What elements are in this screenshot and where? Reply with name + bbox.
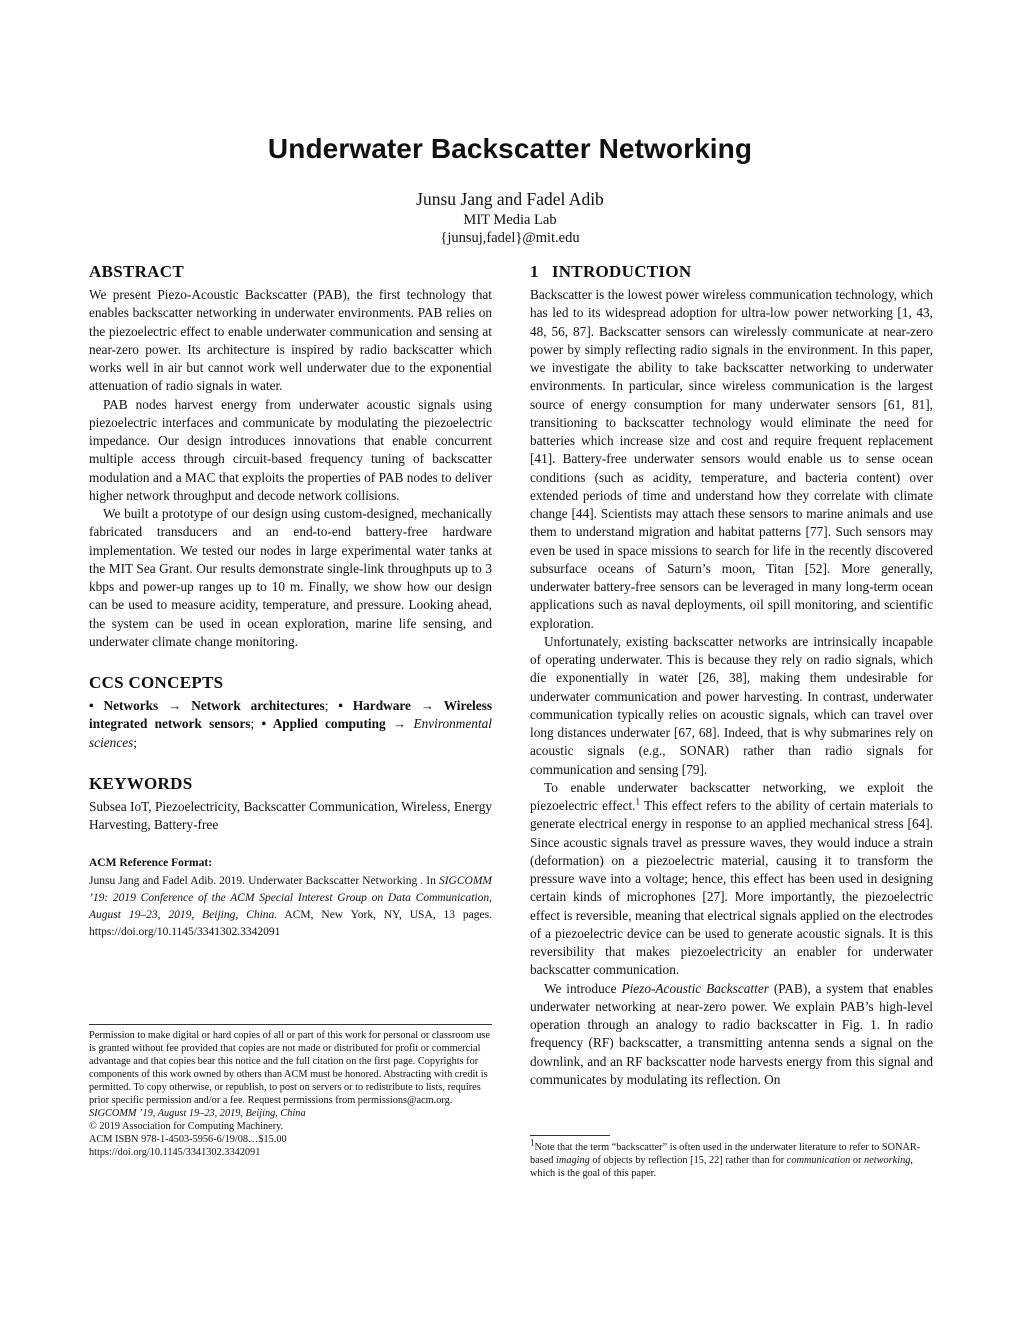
ccs-concept-applied: • Applied computing → [261,716,414,732]
acm-reference [89,856,492,941]
paper-title: Underwater Backscatter Networking [267,133,753,164]
paper-authors: Junsu Jang and Fadel Adib [416,189,604,209]
acm-reference-text: Junsu Jang and Fadel Adib. 2019. Underwater Backscatter Networking . In SIGCOMM ’19: 2019 Conference of the ACM Special Interest Group on Data Communication, August 19–23, 2019, Beijing, China. ACM, New York, NY, USA, 13 pages. https://doi.org/10.1145/3341302.3342091 [89,875,492,939]
section-number: 1 [530,262,539,281]
abstract-heading: ABSTRACT [89,262,184,281]
abstract-paragraph-1: We present Piezo-Acoustic Backscatter (PAB), the first technology that enables backscatter networking in underwater environments. PAB relies on the piezoelectric effect to enable underwater communication and sensing at near-zero power. Its architecture is inspired by radio backscatter which works well in air but cannot work well underwater due to the exponential attenuation of radio signals in water. [89,287,492,394]
intro-paragraph-1: Backscatter is the lowest power wireless communication technology, which has led to its widespread adoption for ultra-low power networking [1, 43, 48, 56, 87]. Backscatter sensors can wirelessly communicate at near-zero power by simply reflecting radio signals in the environment. In this paper, we investigate the ability to take backscatter networking to underwater environments. In particular, since wireless communication is the largest source of energy consumption for many underwater sensors [61, 81], transitioning to backscatter technology would eliminate the need for batteries which increase size and cost and require frequent replacement [41]. Battery-free underwater sensors would enable us to sense ocean conditions (such as acidity, temperature, and bacteria content) over extended periods of time and understand how they correlate with climate change [44]. Scientists may attach these sensors to marine animals and use them to understand migration and habitat patterns [77]. Such sensors may even be used in space missions to search for life in the recently discovered subsurface oceans of Saturn’s moon, Titan [52]. More generally, underwater battery-free sensors can be leveraged in many long-term ocean applications such as naval deployments, oil spill monitoring, and scientific exploration. [530,287,933,631]
permission-conference: SIGCOMM ’19, August 19–23, 2019, Beijing, China [89,1108,306,1119]
keywords-heading: KEYWORDS [89,773,193,793]
acm-reference-heading: ACM Reference Format: [89,857,213,870]
ccs-heading: CCS CONCEPTS [89,673,224,692]
ccs-concept-networks: • Networks → Network architectures [89,698,325,713]
right-column [530,262,933,1089]
intro-paragraph-2: Unfortunately, existing backscatter networks are intrinsically incapable of operating underwater. This is because they rely on radio signals, which die exponentially in water [26, 38], making them undesirable for underwater communication and power harvesting. In contrast, underwater communication typically relies on acoustic signals, which can travel over long distances underwater [67, 68]. Indeed, that is why submarines rely on acoustic signals (e.g., SONAR) rather than radio signals for communication and sensing [79]. [530,633,933,777]
paper-email: {junsuj,fadel}@mit.edu [440,230,580,246]
section-title: INTRODUCTION [551,262,692,281]
footnote-text: $^1$Note that the term “backscatter” is often used in the underwater literature to refer to SONAR-based imaging of objects by reflection [15, 22] rather than for communication or networking, which is the goal of this paper. [530,1137,921,1179]
footnote [530,1137,933,1180]
footnote-marker[interactable]: 1 [635,796,640,807]
intro-paragraph-4: We introduce Piezo-Acoustic Backscatter (PAB), a system that enables underwater networking at near-zero power. We explain PAB’s high-level operation through an analogy to radio backscatter in Fig. 1. In radio frequency (RF) backscatter, a transmitting antenna sends a signal on the downlink, and an RF backscatter node harvests energy from this signal and communicates by modulating its reflection. On [530,980,933,1087]
introduction-heading [530,262,933,282]
permission-notice [89,1024,492,1159]
ccs-concepts-text: • Networks → Network architectures; • Hardware → Wireless integrated network sensors; • Applied computing → Environmental sciences; [89,698,492,750]
abstract-paragraph-3: We built a prototype of our design using custom-designed, mechanically fabricated transducers and an end-to-end battery-free hardware implementation. We tested our nodes in large experimental water tanks at the MIT Sea Grant. Our results demonstrate single-link throughputs up to 3 kbps and power-up ranges up to 10 m. Finally, we show how our design can be used to measure acidity, temperature, and pressure. Looking ahead, the system can be used in ocean exploration, marine life sensing, and underwater climate change monitoring. [89,506,492,649]
left-column [89,262,492,941]
keywords-text: Subsea IoT, Piezoelectricity, Backscatter Communication, Wireless, Energy Harvesting, Battery-free [89,798,492,832]
permission-doi: https://doi.org/10.1145/3341302.3342091 [89,1147,261,1158]
paper-affiliation: MIT Media Lab [463,212,557,228]
ccs-concept-hardware: • Hardware → Wireless integrated network sensors [89,698,492,732]
permission-isbn: ACM ISBN 978-1-4503-5956-6/19/08…$15.00 [89,1134,287,1145]
intro-paragraph-3: To enable underwater backscatter networking, we exploit the piezoelectric effect.$^1$ This effect refers to the ability of certain materials to generate electrical energy in response to an applied mechanical stress [64]. Since acoustic signals travel as pressure waves, they would induce a strain (deformation) on a piezoelectric material, causing it to transform the pressure wave into a voltage; hence, this effect has been used in designing certain kinds of microphones [27]. More importantly, the piezoelectric effect is reversible, meaning that electrical signals applied on the electrodes of a piezoelectric device can be used to generate acoustic signals. It is this reversibility that makes piezoelectricity an enabler for underwater backscatter communication. [530,779,933,978]
permission-text: Permission to make digital or hard copies of all or part of this work for personal or classroom use is granted without fee provided that copies are not made or distributed for profit or commercial advantage and that copies bear this notice and the full citation on the first page. Copyrights for components of this work owned by others than ACM must be honored. Abstracting with credit is permitted. To copy otherwise, or republish, to post on servers or to redistribute to lists, requires prior specific permission and/or a fee. Request permissions from permissions@acm.org. [89,1030,490,1106]
abstract-paragraph-2: PAB nodes harvest energy from underwater acoustic signals using piezoelectric interfaces and communicate by modulating the piezoelectric impedance. Our design introduces innovations that enable concurrent multiple access through circuit-based frequency tuning of backscatter modulation and a MAC that exploits the properties of PAB nodes to deliver higher network throughput and decode network collisions. [89,396,492,503]
permission-copyright: © 2019 Association for Computing Machinery. [89,1121,284,1132]
footnote-rule [530,1135,610,1136]
